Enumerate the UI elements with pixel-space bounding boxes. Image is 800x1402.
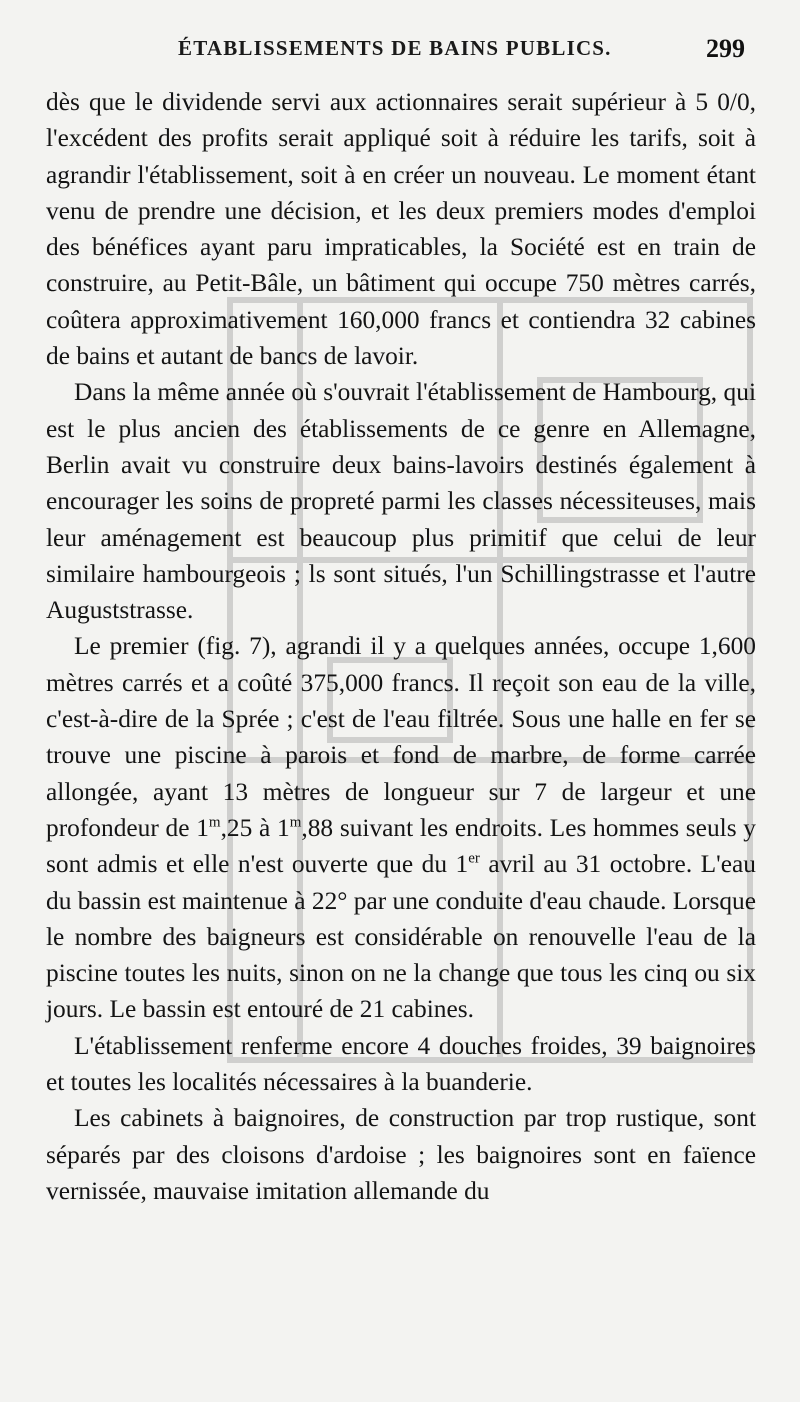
running-title: ÉTABLISSEMENTS DE BAINS PUBLICS. [178,36,612,60]
paragraph-2: Dans la même année où s'ouvrait l'établissement de Hambourg, qui est le plus ancien des établissements de ce genre en Allemagne, Berlin avait vu construire deux bains-lavoirs destinés également à encourager les soins de propreté parmi les classes nécessiteuses, mais leur aménagement est beaucoup plus primitif que celui de leur similaire hambourgeois ; ls sont situés, l'un Schillingstrasse et l'autre Auguststrasse. [46,378,756,625]
paragraph-3-part-1: Le premier (fig. 7), agrandi il y a quelques années, occupe 1,600 mètres carrés et a coûté 375,000 francs. Il reçoit son eau de la ville, c'est-à-dire de la Sprée ; c'est de l'eau filtrée. Sous une halle en fer se trouve une piscine à parois et fond de marbre, de forme carrée allongée, ayant 13 mètres de longueur sur 7 de largeur et une profondeur de 1 [46,632,756,842]
paragraph-5: Les cabinets à baignoires, de construction par trop rustique, sont séparés par des cloisons d'ardoise ; les baignoires sont en faïence vernissée, mauvaise imitation allemande du [46,1104,756,1205]
page-number: 299 [706,34,745,63]
paragraph-4: L'établissement renferme encore 4 douches froides, 39 baignoires et toutes les localités nécessaires à la buanderie. [46,1031,756,1097]
paragraph-3-part-2: ,25 à 1 [220,813,290,842]
body-text [46,84,756,1209]
meter-superscript: m [208,814,221,831]
paragraph-3-part-4: avril au 31 octobre. L'eau du bassin est maintenue à 22° par une conduite d'eau chaude. Lorsque le nombre des baigneurs est considérable on renouvelle l'eau de la piscine toutes les nuits, sinon on ne la change que tous les cinq ou six jours. Le bassin est entouré de 21 cabines. [46,850,756,1024]
paragraph-3 [46,628,756,1027]
paragraph-1: dès que le dividende servi aux actionnaires serait supérieur à 5 0/0, l'excédent des profits serait appliqué soit à réduire les tarifs, soit à agrandir l'établissement, soit à en créer un nouveau. Le moment étant venu de prendre une décision, et les deux premiers modes d'emploi des bénéfices ayant paru impraticables, la Société est en train de construire, au Petit-Bâle, un bâtiment qui occupe 750 mètres carrés, coûtera approximativement 160,000 francs et contiendra 32 cabines de bains et autant de bancs de lavoir. [46,88,756,371]
page-header [0,34,800,74]
meter-superscript: m [289,814,302,831]
paragraph-3-part-3: ,88 suivant les endroits. Les hommes seuls y sont admis et elle n'est ouverte que du 1 [46,813,756,879]
ordinal-superscript: er [468,850,480,867]
